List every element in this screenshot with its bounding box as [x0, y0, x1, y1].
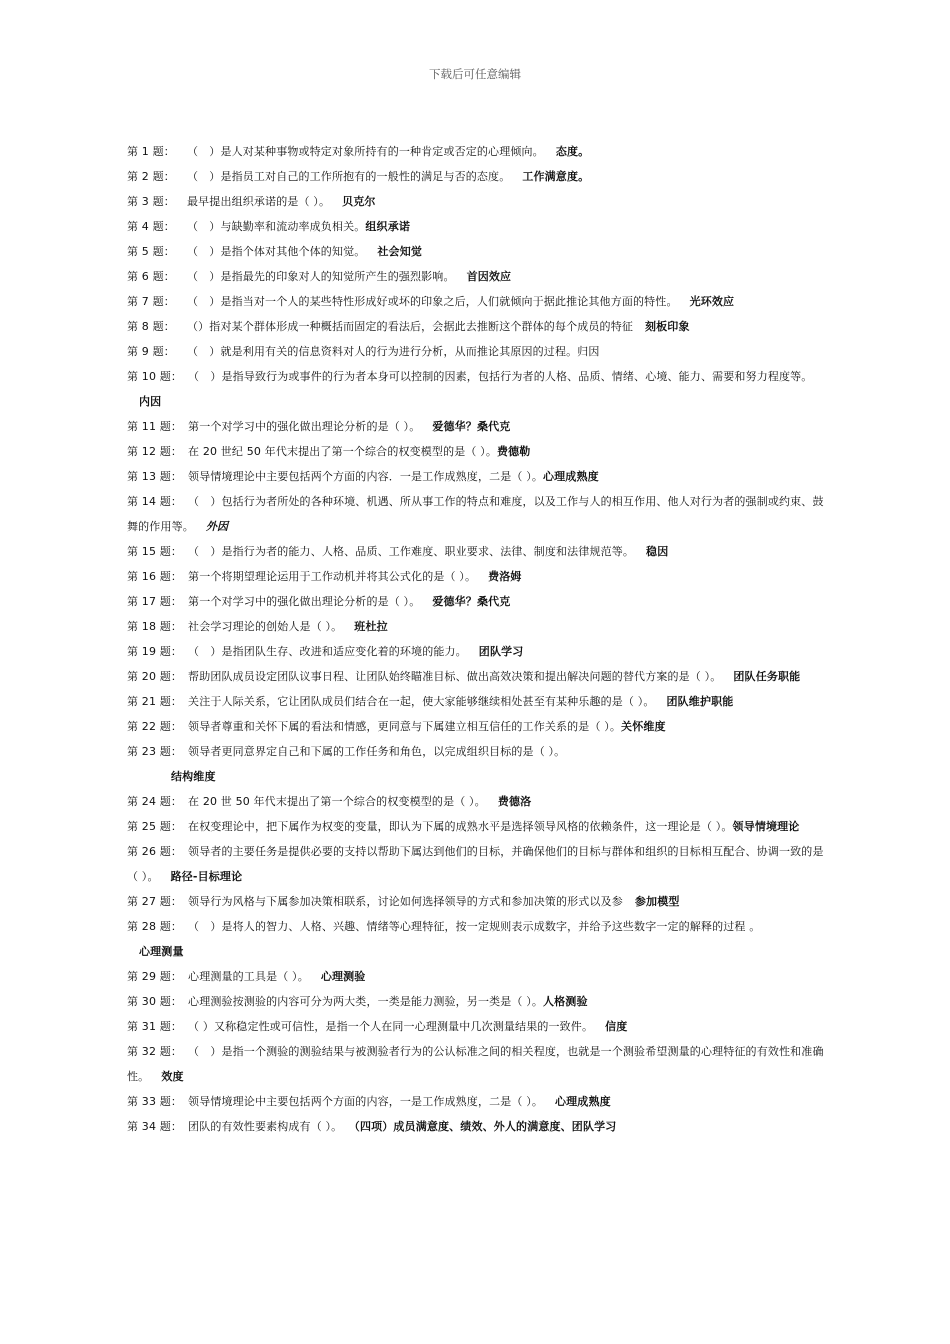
question-item: [127, 489, 827, 539]
question-text: 关注于人际关系，它让团队成员们结合在一起，使大家能够继续相处甚至有某种乐趣的是（ ）。: [188, 695, 655, 708]
question-answer: 路径-目标理论: [170, 870, 243, 883]
question-answer: 效度: [161, 1070, 184, 1083]
question-item: [127, 1039, 827, 1089]
question-item: [127, 889, 827, 914]
question-answer: 班杜拉: [354, 620, 388, 633]
question-number: 第 31 题：: [127, 1020, 183, 1033]
question-text: （ ）是指员工对自己的工作所抱有的一般性的满足与否的态度。: [187, 170, 511, 183]
question-number: 第 18 题：: [127, 620, 183, 633]
question-number: 第 9 题：: [127, 345, 175, 358]
question-answer: 领导情境理论: [732, 820, 800, 833]
question-item: [127, 964, 827, 989]
question-answer: 爱德华？桑代克: [432, 420, 511, 433]
question-item: [127, 214, 827, 239]
question-number: 第 27 题：: [127, 895, 183, 908]
question-answer: 费德勒: [496, 445, 531, 458]
question-number: 第 8 题：: [127, 320, 175, 333]
question-item: [127, 714, 827, 739]
question-answer: 心理测验: [320, 970, 366, 983]
question-number: 第 22 题：: [127, 720, 183, 733]
question-item: [127, 289, 827, 314]
question-number: 第 32 题：: [127, 1045, 183, 1058]
question-answer: 费德洛: [497, 795, 532, 808]
question-number: 第 23 题：: [127, 745, 183, 758]
question-item: [127, 739, 827, 789]
question-answer: 参加模型: [634, 895, 680, 908]
question-number: 第 4 题：: [127, 220, 175, 233]
question-answer: 团队学习: [478, 645, 524, 658]
question-number: 第 28 题：: [127, 920, 183, 933]
question-item: [127, 1114, 827, 1139]
question-text: 领导情境理论中主要包括两个方面的内容，一是工作成熟度，二是（ ）。: [188, 1095, 543, 1108]
question-item: [127, 614, 827, 639]
question-text: 领导者的主要任务是提供必要的支持以帮助下属达到他们的目标，并确保他们的目标与群体和组织的目标相互配合、协调一致的是（ ）。: [127, 845, 824, 883]
question-text: 心理测验按测验的内容可分为两大类，一类是能力测验，另一类是（ ）。: [188, 995, 543, 1008]
question-answer: 首因效应: [466, 270, 512, 283]
question-answer: 结构维度: [171, 770, 216, 783]
question-number: 第 16 题：: [127, 570, 183, 583]
question-text: 第一个将期望理论运用于工作动机并将其公式化的是（ ）。: [188, 570, 477, 583]
question-answer: 关怀维度: [621, 720, 666, 733]
question-number: 第 20 题：: [127, 670, 183, 683]
question-number: 第 13 题：: [127, 470, 183, 483]
question-number: 第 10 题：: [127, 370, 183, 383]
question-text: 领导行为风格与下属参加决策相联系，讨论如何选择领导的方式和参加决策的形式以及参: [188, 895, 623, 908]
question-number: 第 12 题：: [127, 445, 183, 458]
question-text: 社会学习理论的创始人是（ ）。: [188, 620, 343, 633]
question-answer: 稳因: [646, 545, 669, 558]
question-text: （ ）是指个体对其他个体的知觉。: [187, 245, 366, 258]
question-item: [127, 589, 827, 614]
question-answer: 爱德华？桑代克: [432, 595, 511, 608]
question-number: 第 11 题：: [127, 420, 183, 433]
question-answer: 人格测验: [543, 995, 588, 1008]
question-item: [127, 264, 827, 289]
question-answer: 组织承诺: [365, 220, 411, 233]
question-answer: 心理成熟度: [543, 470, 599, 483]
question-answer: 内因: [139, 395, 162, 408]
question-text: （ ）是指一个测验的测验结果与被测验者行为的公认标准之间的相关程度，也就是一个测验希望测量的心理特征的有效性和准确性。: [127, 1045, 824, 1083]
question-number: 第 24 题：: [127, 795, 183, 808]
question-number: 第 30 题：: [127, 995, 183, 1008]
question-text: （ ）是人对某种事物或特定对象所持有的一种肯定或否定的心理倾向。: [187, 145, 544, 158]
question-number: 第 25 题：: [127, 820, 183, 833]
question-item: [127, 464, 827, 489]
question-text: 领导情境理论中主要包括两个方面的内容．一是工作成熟度，二是（ ）。: [188, 470, 543, 483]
question-answer: 团队维护职能: [666, 695, 734, 708]
question-text: 团队的有效性要素构成有（ ）。: [188, 1120, 343, 1133]
question-text: （ ）就是利用有关的信息资料对人的行为进行分析，从而推论其原因的过程。: [187, 345, 578, 358]
question-text: 领导者更同意界定自己和下属的工作任务和角色，以完成组织目标的是（ ）。: [188, 745, 566, 758]
question-number: 第 21 题：: [127, 695, 183, 708]
question-text: （ ）是将人的智力、人格、兴趣、情绪等心理特征，按一定规则表示成数字，并给予这些数字一定的解释的过程 。: [188, 920, 761, 933]
question-number: 第 5 题：: [127, 245, 175, 258]
question-item: [127, 364, 827, 414]
question-item: [127, 664, 827, 689]
question-answer: 刻板印象: [645, 320, 690, 333]
question-answer: 光环效应: [689, 295, 735, 308]
question-number: 第 15 题：: [127, 545, 183, 558]
question-number: 第 3 题：: [127, 195, 175, 208]
question-answer: 工作满意度。: [522, 170, 590, 183]
question-text: （ ）又称稳定性或可信性，是指一个人在同一心理测量中几次测量结果的一致件。: [188, 1020, 594, 1033]
question-list: [127, 139, 827, 1139]
question-text: 第一个对学习中的强化做出理论分析的是（ ）。: [188, 420, 421, 433]
question-number: 第 26 题：: [127, 845, 183, 858]
question-text: （）指对某个群体形成一种概括而固定的看法后，会据此去推断这个群体的每个成员的特征: [187, 320, 633, 333]
question-text: （ ）包括行为者所处的各种环境、机遇、所从事工作的特点和难度，以及工作与人的相互作用、他人对行为者的强制或约束、鼓舞的作用等。: [127, 495, 824, 533]
question-text: （ ）是指团队生存、改进和适应变化着的环境的能力。: [188, 645, 467, 658]
question-answer: 外因: [205, 520, 229, 533]
page-header: 下载后可任意编辑: [429, 67, 521, 81]
question-text: 在权变理论中，把下属作为权变的变量，即认为下属的成熟水平是选择领导风格的依赖条件，这一理论是（ ）。: [188, 820, 733, 833]
question-number: 第 14 题：: [127, 495, 183, 508]
question-item: [127, 989, 827, 1014]
question-item: [127, 139, 827, 164]
question-number: 第 7 题：: [127, 295, 175, 308]
question-answer: 费洛姆: [488, 570, 522, 583]
question-item: [127, 1089, 827, 1114]
question-number: 第 17 题：: [127, 595, 183, 608]
question-answer: 贝克尔: [342, 195, 376, 208]
question-number: 第 2 题：: [127, 170, 175, 183]
question-answer: 信度: [605, 1020, 628, 1033]
question-number: 第 6 题：: [127, 270, 175, 283]
question-answer: 心理成熟度: [555, 1095, 611, 1108]
question-text: （ ）与缺勤率和流动率成负相关。: [187, 220, 366, 233]
question-text: 在 20 世 50 年代末提出了第一个综合的权变模型的是（ ）。: [188, 795, 486, 808]
question-text: 帮助团队成员设定团队议事日程、让团队始终瞄准目标、做出高效决策和提出解决问题的替代方案的是（ ）。: [188, 670, 722, 683]
question-item: [127, 339, 827, 364]
question-item: [127, 1014, 827, 1039]
question-answer: 态度。: [555, 145, 590, 158]
question-text: 在 20 世纪 50 年代末提出了第一个综合的权变模型的是（ ）。: [188, 445, 497, 458]
question-answer: （四项）成员满意度、绩效、外人的满意度、团队学习: [354, 1120, 617, 1133]
question-number: 第 34 题：: [127, 1120, 183, 1133]
question-text: （ ）是指行为者的能力、人格、品质、工作难度、职业要求、法律、制度和法律规范等。: [188, 545, 635, 558]
question-item: [127, 539, 827, 564]
question-number: 第 33 题：: [127, 1095, 183, 1108]
question-number: 第 29 题：: [127, 970, 183, 983]
question-text: 最早提出组织承诺的是（ ）。: [187, 195, 331, 208]
question-answer: 团队任务职能: [733, 670, 801, 683]
question-item: [127, 564, 827, 589]
question-text: （ ）是指当对一个人的某些特性形成好或坏的印象之后，人们就倾向于据此推论其他方面的特性。: [187, 295, 678, 308]
question-item: [127, 239, 827, 264]
question-item: [127, 314, 827, 339]
question-item: [127, 839, 827, 889]
question-item: [127, 414, 827, 439]
question-number: 第 19 题：: [127, 645, 183, 658]
question-item: [127, 164, 827, 189]
question-item: [127, 439, 827, 464]
question-number: 第 1 题：: [127, 145, 175, 158]
question-item: [127, 914, 827, 964]
question-item: [127, 689, 827, 714]
question-item: [127, 814, 827, 839]
question-answer: 归因: [577, 345, 600, 358]
question-text: 心理测量的工具是（ ）。: [188, 970, 309, 983]
question-item: [127, 789, 827, 814]
question-text: 第一个对学习中的强化做出理论分析的是（ ）。: [188, 595, 421, 608]
question-answer: 社会知觉: [377, 245, 423, 258]
question-text: （ ）是指导致行为或事件的行为者本身可以控制的因素，包括行为者的人格、品质、情绪、心境、能力、需要和努力程度等。: [188, 370, 813, 383]
question-text: 领导者尊重和关怀下属的看法和情感，更同意与下属建立相互信任的工作关系的是（ ）。: [188, 720, 622, 733]
question-answer: 心理测量: [139, 945, 184, 958]
question-item: [127, 639, 827, 664]
question-text: （ ）是指最先的印象对人的知觉所产生的强烈影响。: [187, 270, 455, 283]
question-item: [127, 189, 827, 214]
